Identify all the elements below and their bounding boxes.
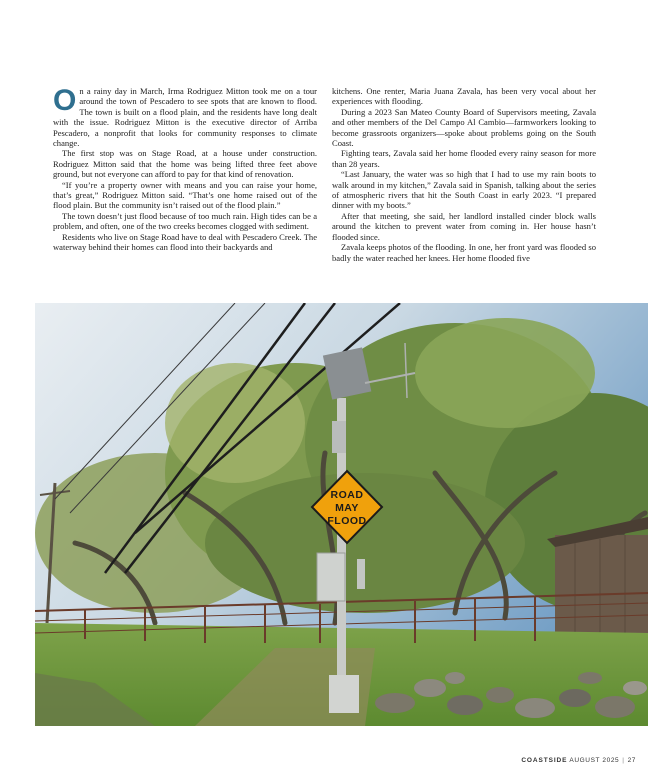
paragraph: After that meeting, she said, her landlord installed cinder block walls around the kitchen to prevent water from coming in. Her house hasn’t flooded since. [332, 210, 596, 242]
drop-cap: O [53, 84, 77, 117]
sign-line: ROAD [330, 489, 364, 501]
paragraph: On a rainy day in March, Irma Rodriguez Mitton took me on a tour around the town of Pescadero to see spots that are known to flood. The town is built on a flood plain, and the residents have long dealt with the issue. Rodriguez Mitton is the executive director of Arriba Pescadero, a nonprofit that looks for community responses to climate change. [53, 84, 317, 149]
sign-line: MAY [335, 502, 359, 514]
paragraph: “If you’re a property owner with means and you can raise your home, that’s great,” Rodriguez Mitton said. “That’s one home raised out of the flood plain. But the community isn’t raised out of the flood plain.” [53, 179, 317, 211]
magazine-name: COASTSIDE [521, 757, 568, 764]
issue-date: AUGUST 2025 [569, 757, 620, 764]
paragraph: “Last January, the water was so high that I had to use my rain boots to walk around in my kitchen,” Zavala said in Spanish, talking about the series of atmospheric rivers that hit the South Coast in early 2023. “I prepared dinner with my boots.” [332, 169, 596, 211]
paragraph: Residents who live on Stage Road have to deal with Pescadero Creek. The waterway behind their homes can flood into their backyards and [53, 231, 317, 253]
paragraph: During a 2023 San Mateo County Board of Supervisors meeting, Zavala and other members of the Del Campo Al Cambio—farmworkers looking to become grassroots organizers—spoke about problems going on the South Coast. [332, 106, 596, 149]
photo-illustration [35, 303, 648, 726]
page-number: 27 [627, 757, 636, 764]
article-column-right [332, 86, 596, 286]
shed [547, 517, 648, 645]
paragraph: The town doesn’t just flood because of too much rain. High tides can be a problem, and often, one of the two creeks becomes clogged with sediment. [53, 210, 317, 232]
article-body [53, 86, 596, 286]
sign-line: FLOOD [327, 515, 367, 527]
paragraph: Zavala keeps photos of the flooding. In one, her front yard was flooded so badly the water reached her knees. Her home flooded five [332, 242, 596, 263]
paragraph: The first stop was on Stage Road, at a house under construction. Rodriguez Mitton said that the home was being lifted three feet above ground, but not everyone can afford to pay for that kind of renovation. [53, 148, 317, 180]
paragraph: Fighting tears, Zavala said her home flooded every rainy season for more than 28 years. [332, 148, 596, 169]
page-footer: COASTSIDE AUGUST 2025 | 27 [521, 757, 636, 764]
road-flood-photo [35, 303, 648, 726]
paragraph: kitchens. One renter, Maria Juana Zavala, has been very vocal about her experiences with flooding. [332, 86, 596, 107]
article-column-left [53, 86, 317, 286]
